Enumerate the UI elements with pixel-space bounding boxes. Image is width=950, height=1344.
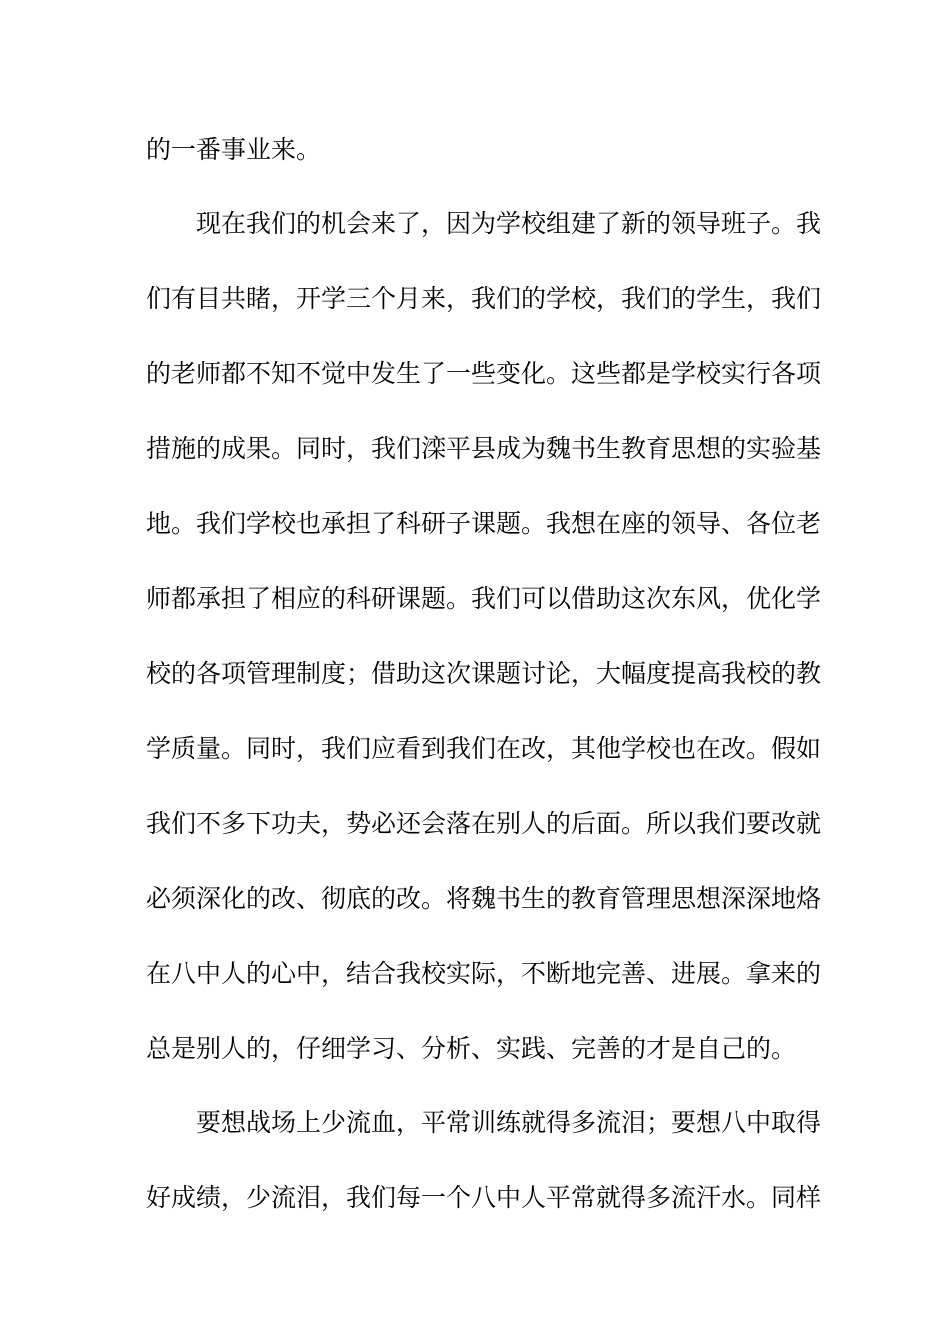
text-line-15: 好成绩，少流泪，我们每一个八中人平常就得多流汗水。同样	[146, 1183, 822, 1212]
text-line-3: 们有目共睹，开学三个月来，我们的学校，我们的学生，我们	[146, 284, 822, 313]
text-line-1: 的一番事业来。	[146, 135, 322, 164]
text-line-11: 必须深化的改、彻底的改。将魏书生的教育管理思想深深地烙	[146, 884, 822, 913]
text-line-13: 总是别人的，仔细学习、分析、实践、完善的才是自己的。	[146, 1034, 797, 1063]
text-line-14: 要想战场上少流血，平常训练就得多流泪；要想八中取得	[196, 1108, 822, 1137]
text-line-2: 现在我们的机会来了，因为学校组建了新的领导班子。我	[196, 209, 822, 238]
text-line-5: 措施的成果。同时，我们滦平县成为魏书生教育思想的实验基	[146, 434, 822, 463]
text-line-10: 我们不多下功夫，势必还会落在别人的后面。所以我们要改就	[146, 809, 822, 838]
text-line-9: 学质量。同时，我们应看到我们在改，其他学校也在改。假如	[146, 734, 822, 763]
text-line-6: 地。我们学校也承担了科研子课题。我想在座的领导、各位老	[146, 509, 822, 538]
text-line-8: 校的各项管理制度；借助这次课题讨论，大幅度提高我校的教	[146, 659, 822, 688]
text-line-12: 在八中人的心中，结合我校实际，不断地完善、进展。拿来的	[146, 959, 822, 988]
text-line-7: 师都承担了相应的科研课题。我们可以借助这次东风，优化学	[146, 584, 822, 613]
text-line-4: 的老师都不知不觉中发生了一些变化。这些都是学校实行各项	[146, 359, 822, 388]
